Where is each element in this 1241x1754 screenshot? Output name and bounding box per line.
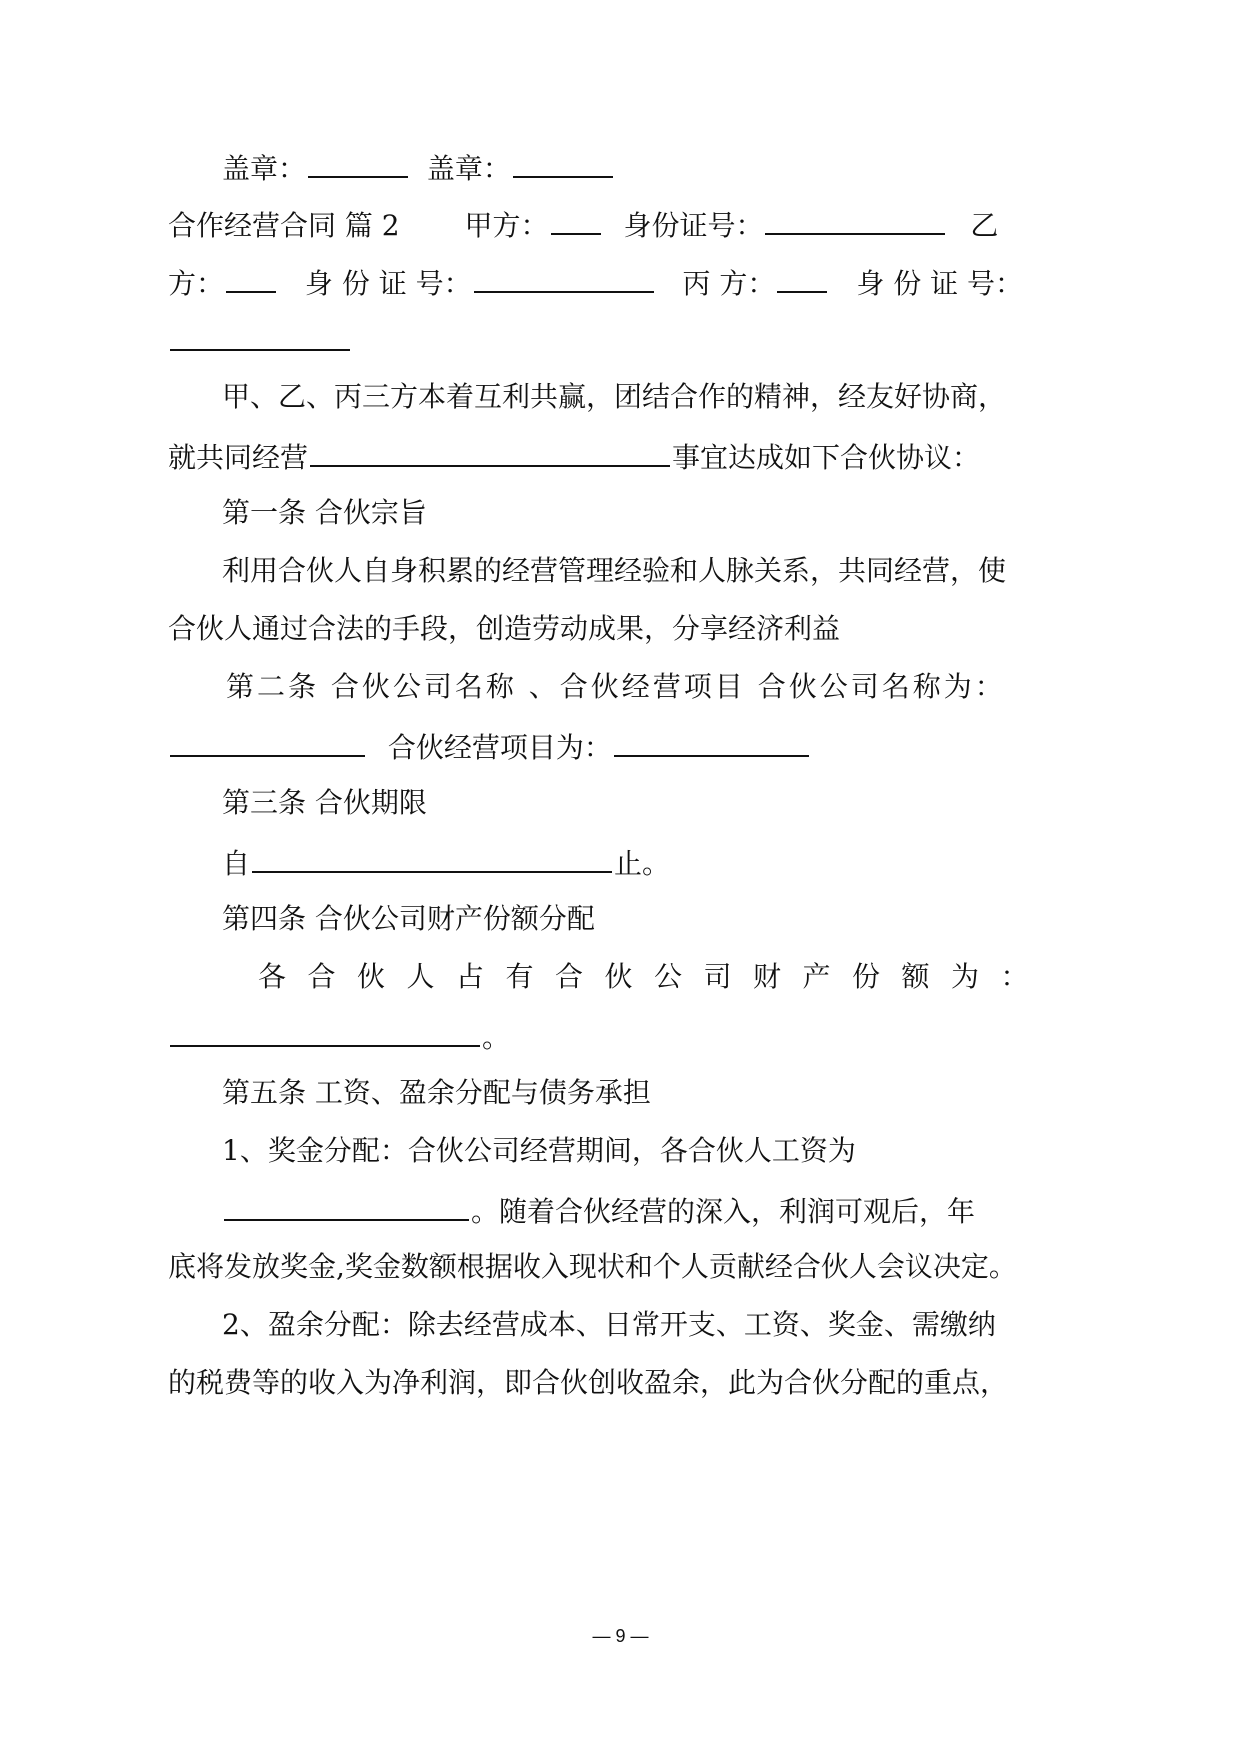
- party-line: [168, 261, 1023, 304]
- article-4-para: 各合伙人占有合伙公司财产份额为：: [258, 960, 1051, 993]
- party-b-blank: [226, 261, 276, 293]
- article-1-para-1: 利用合伙人自身积累的经营管理经验和人脉关系，共同经营，使: [222, 554, 1007, 587]
- party-c-label: 丙 方：: [682, 267, 776, 300]
- intro-2-suffix: 事宜达成如下合伙协议：: [672, 441, 981, 474]
- id-label-1: 身份证号：: [623, 209, 764, 242]
- share-blank: [170, 1015, 480, 1047]
- salary-blank: [224, 1189, 469, 1221]
- stamp-label-a: 盖章：: [222, 152, 307, 185]
- period-to: 止。: [614, 847, 671, 880]
- article-1-para-2: 合伙人通过合法的手段，创造劳动成果，分享经济利益: [168, 612, 841, 645]
- article-3-period: [222, 841, 670, 884]
- id-blank-2: [474, 261, 654, 293]
- article-5-item-1: 1、奖金分配：合伙公司经营期间，各合伙人工资为: [222, 1134, 856, 1167]
- party-b-label: 方：: [168, 267, 225, 300]
- article-5-item-1b: [222, 1189, 975, 1232]
- intro-line-2: [168, 435, 980, 478]
- article-4-end: 。: [482, 1021, 511, 1054]
- id-label-3: 身 份 证 号：: [856, 267, 1024, 300]
- title-line: [168, 203, 998, 246]
- period-blank: [252, 841, 612, 873]
- intro-2-prefix: 就共同经营: [168, 441, 309, 474]
- id-blank-1: [765, 203, 945, 235]
- project-blank: [614, 725, 809, 757]
- contract-title: 合作经营合同 篇 2: [168, 209, 400, 242]
- article-3-title: 第三条 合伙期限: [222, 786, 427, 819]
- article-5-item-1c: 底将发放奖金,奖金数额根据收入现状和个人贡献经合伙人会议决定。: [168, 1250, 1017, 1283]
- business-blank: [310, 435, 670, 467]
- id-blank-line: [168, 319, 352, 362]
- id-blank-3: [170, 319, 350, 351]
- article-2-fields: [168, 725, 811, 768]
- party-a-label: 甲方：: [464, 209, 549, 242]
- article-1-title: 第一条 合伙宗旨: [222, 496, 427, 529]
- stamp-line: [222, 146, 615, 189]
- article-4-title: 第四条 合伙公司财产份额分配: [222, 902, 595, 935]
- party-c-blank: [777, 261, 827, 293]
- page-number: — 9 —: [592, 1626, 649, 1646]
- id-label-2: 身 份 证 号：: [304, 267, 472, 300]
- article-5-item-2b: 的税费等的收入为净利润，即合伙创收盈余，此为合伙分配的重点，: [168, 1366, 1009, 1399]
- intro-line-1: 甲、乙、丙三方本着互利共赢，团结合作的精神，经友好协商，: [222, 380, 1007, 413]
- article-5-item-2: 2、盈余分配：除去经营成本、日常开支、工资、奖金、需缴纳: [222, 1308, 996, 1341]
- company-name-blank: [170, 725, 365, 757]
- article-4-blank-line: [168, 1015, 510, 1058]
- article-5-title: 第五条 工资、盈余分配与债务承担: [222, 1076, 651, 1109]
- party-b-char: 乙: [970, 209, 999, 242]
- article-2-title: 第二条 合伙公司名称 、合伙经营项目 合伙公司名称为：: [226, 670, 1006, 703]
- stamp-blank-b: [513, 146, 613, 178]
- project-label: 合伙经营项目为：: [387, 731, 612, 764]
- period-from: 自: [222, 847, 251, 880]
- article-5-item-1b-text: 。随着合伙经营的深入，利润可观后，年: [471, 1195, 976, 1228]
- stamp-blank-a: [308, 146, 408, 178]
- party-a-blank: [551, 203, 601, 235]
- stamp-label-b: 盖章：: [426, 152, 511, 185]
